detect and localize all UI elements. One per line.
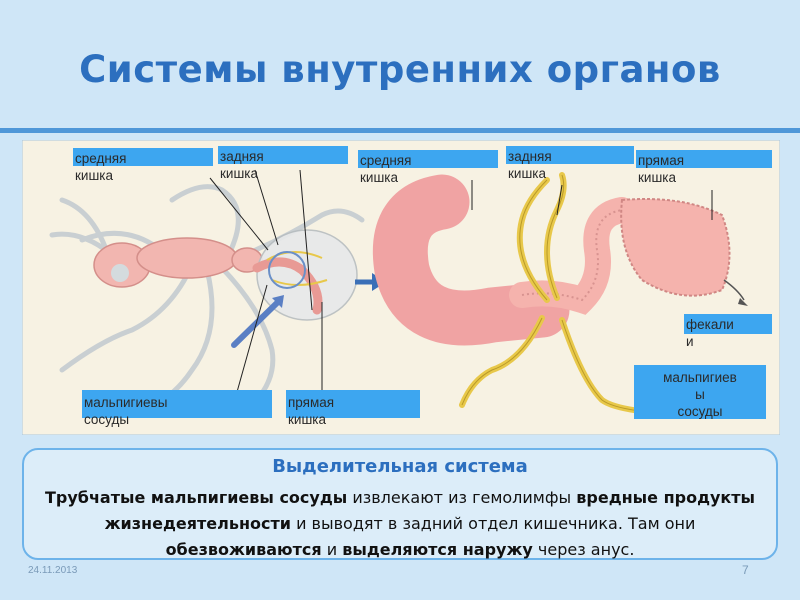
info-bold-4: выделяются наружу bbox=[342, 540, 533, 559]
page-number: 7 bbox=[742, 563, 749, 577]
footer-date: 24.11.2013 bbox=[28, 565, 78, 576]
info-heading: Выделительная система bbox=[272, 456, 528, 477]
label-feces: фекали и bbox=[684, 314, 772, 350]
label-midgut-left: средняя кишка bbox=[73, 148, 213, 184]
label-hindgut-left: задняя кишка bbox=[218, 146, 348, 182]
label-malpighian-left: мальпигиевы сосуды bbox=[82, 390, 272, 428]
info-text-1: извлекают из гемолимфы bbox=[347, 488, 577, 507]
info-text-4: через анус. bbox=[532, 540, 635, 559]
label-midgut-right: средняя кишка bbox=[358, 150, 498, 186]
label-malpighian-right: мальпигиев ы сосуды bbox=[634, 365, 766, 420]
info-text-3: и bbox=[321, 540, 343, 559]
label-rectum-left: прямая кишка bbox=[286, 390, 420, 428]
info-text bbox=[40, 485, 760, 563]
title-divider bbox=[0, 128, 800, 133]
slide-title: Системы внутренних органов bbox=[79, 48, 721, 91]
info-bold-2: вредные продукты жизнедеятельности bbox=[104, 488, 756, 533]
info-text-2: и выводят в задний отдел кишечника. Там они bbox=[290, 514, 696, 533]
label-hindgut-right: задняя кишка bbox=[506, 146, 634, 182]
label-rectum-right: прямая кишка bbox=[636, 150, 772, 186]
info-bold-1: Трубчатые мальпигиевы сосуды bbox=[44, 488, 348, 507]
info-bold-3: обезвоживаются bbox=[165, 540, 322, 559]
